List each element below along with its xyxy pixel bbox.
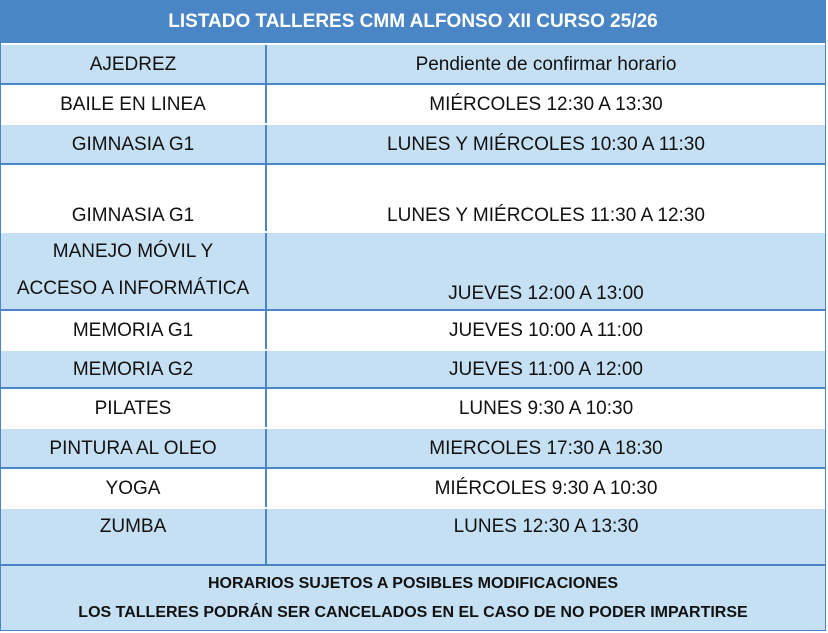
taller-horario: LUNES 12:30 A 13:30 — [453, 516, 639, 537]
footer-note — [1, 564, 825, 630]
table-row — [1, 163, 825, 233]
taller-horario: LUNES Y MIÉRCOLES 11:30 A 12:30 — [387, 205, 705, 226]
taller-horario: JUEVES 11:00 A 12:00 — [448, 359, 643, 380]
taller-name: PINTURA AL OLEO — [1, 429, 267, 469]
table-row — [1, 231, 825, 311]
table-row — [1, 507, 825, 566]
taller-name-line: MANEJO MÓVIL Y — [52, 241, 214, 262]
taller-horario: LUNES 9:30 A 10:30 — [458, 398, 634, 419]
taller-name: MEMORIA G2 — [1, 351, 267, 389]
taller-name: ZUMBA — [1, 509, 267, 566]
taller-name: MEMORIA G1 — [1, 311, 267, 351]
taller-horario: MIÉRCOLES 12:30 A 13:30 — [429, 94, 663, 115]
taller-name — [1, 233, 267, 311]
taller-horario: Pendiente de confirmar horario — [415, 54, 677, 75]
table-row — [1, 43, 825, 85]
table-title: LISTADO TALLERES CMM ALFONSO XII CURSO 25/26 — [1, 1, 825, 43]
taller-name: BAILE EN LINEA — [1, 85, 267, 125]
table-row — [1, 83, 825, 125]
taller-horario: LUNES Y MIÉRCOLES 10:30 A 11:30 — [387, 134, 705, 155]
table-row — [1, 387, 825, 429]
taller-name: GIMNASIA G1 — [1, 125, 267, 165]
footer-line: HORARIOS SUJETOS A POSIBLES MODIFICACIONES — [207, 575, 619, 592]
taller-name: GIMNASIA G1 — [1, 165, 267, 233]
taller-name: AJEDREZ — [1, 45, 267, 85]
table-row — [1, 309, 825, 351]
table-row — [1, 349, 825, 389]
taller-horario: MIERCOLES 17:30 A 18:30 — [429, 438, 663, 459]
taller-horario: MIÉRCOLES 9:30 A 10:30 — [434, 478, 658, 499]
footer-line: LOS TALLERES PODRÁN SER CANCELADOS EN EL CASO DE NO PODER IMPARTIRSE — [78, 604, 748, 621]
taller-name-line: ACCESO A INFORMÁTICA — [16, 278, 250, 299]
taller-horario: JUEVES 12:00 A 13:00 — [448, 283, 644, 304]
table-row — [1, 467, 825, 509]
taller-name: PILATES — [1, 389, 267, 429]
table-row — [1, 123, 825, 165]
taller-horario: JUEVES 10:00 A 11:00 — [448, 320, 643, 341]
taller-name: YOGA — [1, 469, 267, 509]
table-row — [1, 427, 825, 469]
